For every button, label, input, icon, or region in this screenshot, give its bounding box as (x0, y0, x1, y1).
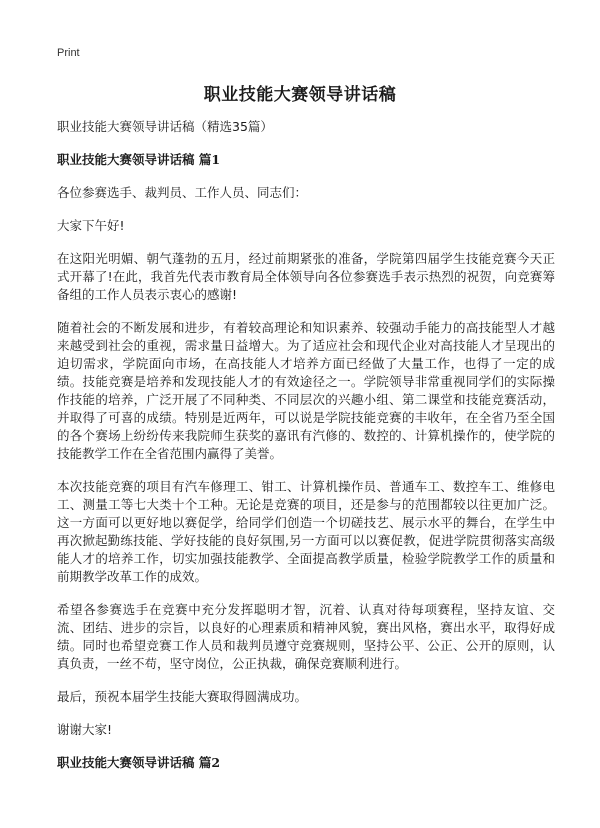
document-body (57, 118, 555, 787)
hopes-paragraph: 希望各参赛选手在竞赛中充分发挥聪明才智，沉着、认真对待每项赛程，坚持友谊、交流、团结、进步的宗旨，以良好的心理素质和精神风貌，赛出风格，赛出水平，取得好成绩。同时也希望竞赛工作人员和裁判员遵守竞赛规则，坚持公平、公正、公开的原则，认真负责，一丝不苟，坚守岗位，公正执裁，确保竞赛顺利进行。 (57, 602, 555, 671)
section-heading-1: 职业技能大赛领导讲话稿 篇1 (57, 152, 221, 167)
thanks-paragraph: 谢谢大家! (57, 722, 113, 737)
print-link[interactable]: Print (57, 47, 80, 59)
page-title: 职业技能大赛领导讲话稿 (203, 85, 397, 105)
opening-paragraph: 在这阳光明媚、朝气蓬勃的五月，经过前期紧张的准备，学院第四届学生技能竞赛今天正式开幕了!在此，我首先代表市教育局全体领导向各位参赛选手表示热烈的祝贺，向竞赛筹备组的工作人员表示衷心的感谢! (57, 251, 555, 302)
development-paragraph: 随着社会的不断发展和进步，有着较高理论和知识素养、较强动手能力的高技能型人才越来越受到社会的重视，需求量日益增大。为了适应社会和现代企业对高技能人才呈现出的迫切需求，学院面向市场，在高技能人才培养方面已经做了大量工作，也得了一定的成绩。技能竞赛是培养和发现技能人才的有效途径之一。学院领导非常重视同学们的实际操作技能的培养，广泛开展了不同种类、不同层次的兴趣小组、第二课堂和技能竞赛活动，并取得了可喜的成绩。特别是近两年，可以说是学院技能竞赛的丰收年，在全省乃至全国的各个赛场上纷纷传来我院师生获奖的嘉讯有汽修的、数控的、计算机操作的，使学院的技能教学工作在全省范围内赢得了美誉。 (57, 320, 555, 461)
competition-items-paragraph: 本次技能竞赛的项目有汽车修理工、钳工、计算机操作员、普通车工、数控车工、维修电工、测量工等七大类十个工种。无论是竞赛的项目，还是参与的范围都较以往更加广泛。这一方面可以更好地以赛促学，给同学们创造一个切磋技艺、展示水平的舞台，在学生中再次掀起勤练技能、学好技能的良好氛围,另一方面可以以赛促教，促进学院贯彻落实高级能人才的培养工作，切实加强技能教学、全面提高教学质量，检验学院教学工作的质量和前期教学改革工作的成效。 (57, 479, 555, 584)
greeting-paragraph: 各位参赛选手、裁判员、工作人员、同志们： (57, 185, 308, 200)
closing-wish-paragraph: 最后，预祝本届学生技能大赛取得圆满成功。 (57, 689, 308, 704)
subtitle: 职业技能大赛领导讲话稿（精选35篇） (57, 119, 273, 134)
salutation-paragraph: 大家下午好! (57, 218, 125, 233)
section-heading-2: 职业技能大赛领导讲话稿 篇2 (57, 755, 221, 770)
